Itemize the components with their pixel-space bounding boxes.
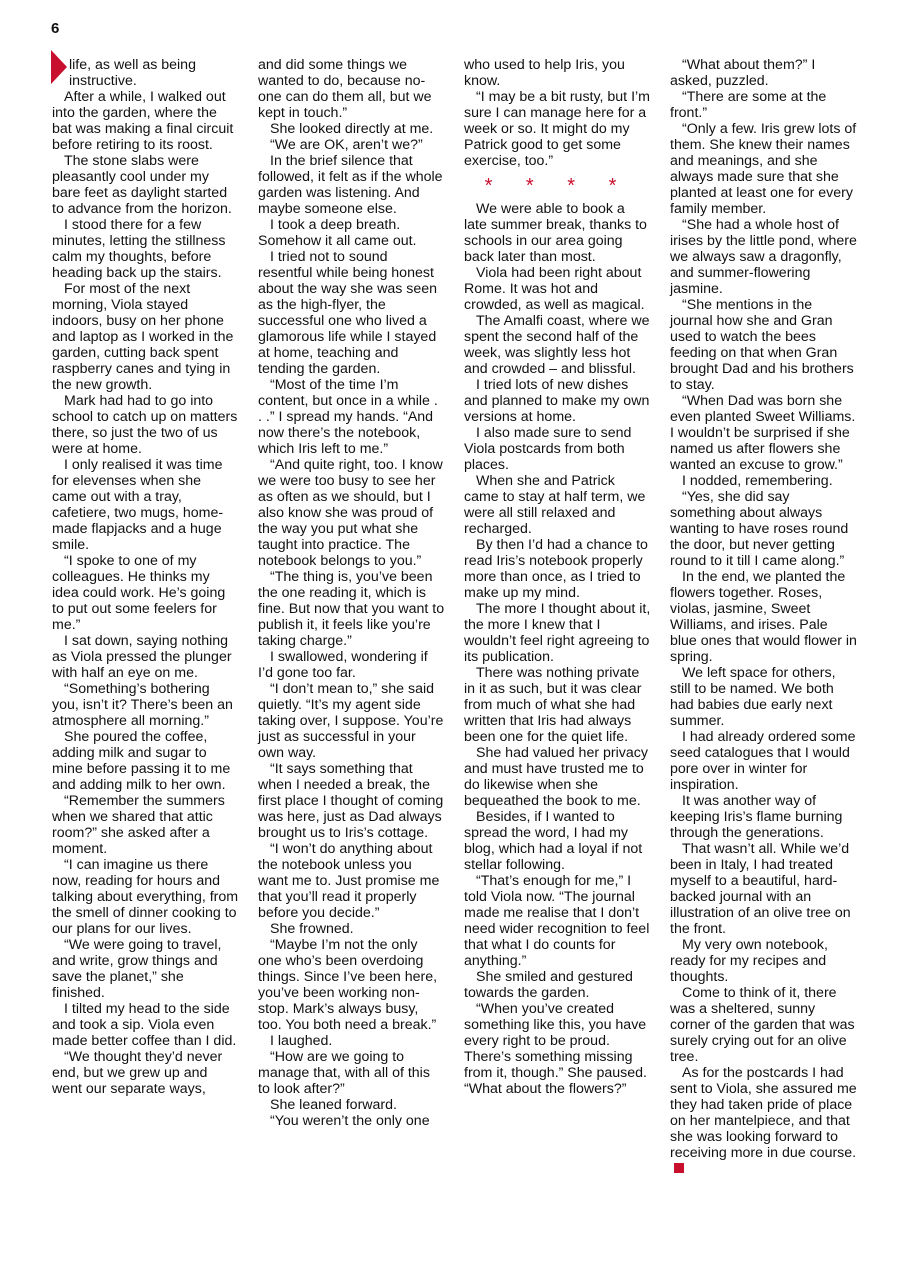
page-number: 6 (51, 20, 60, 37)
end-of-article-square-icon (674, 1163, 684, 1173)
paragraph: “The thing is, you’ve been the one reading it, which is fine. But now that you want to publish it, it feels like you’re taking charge.” (258, 569, 445, 649)
paragraph: “It says something that when I needed a break, the first place I thought of coming was here, just as Dad always brought us to Iris’s cottage. (258, 761, 444, 841)
paragraph: “When Dad was born she even planted Sweet Williams. I wouldn’t be surprised if she named us after flowers she wanted an excuse to grow.” (670, 393, 856, 473)
paragraph: My very own notebook, ready for my recipes and thoughts. (670, 937, 828, 985)
paragraph: “We are OK, aren’t we?” (270, 137, 423, 153)
paragraph: When she and Patrick came to stay at half term, we were all still relaxed and recharged. (464, 473, 646, 537)
paragraph: “That’s enough for me,” I told Viola now. “The journal made me realise that I don’t need wider recognition to feel that what I do counts for anything.” (464, 873, 650, 969)
paragraph: In the end, we planted the flowers together. Roses, violas, jasmine, Sweet Williams, and irises. Pale blue ones that would flower in spring. (670, 569, 857, 665)
paragraph: “Yes, she did say something about always wanting to have roses round the door, but never getting round to it till I came along.” (670, 489, 849, 569)
paragraph: Viola had been right about Rome. It was hot and crowded, as well as magical. (464, 265, 645, 313)
text-column-2 (258, 57, 445, 1129)
paragraph: After a while, I walked out into the garden, where the bat was making a final circuit before retiring to its roost. (52, 89, 234, 153)
paragraph: “I may be a bit rusty, but I’m sure I can manage here for a week or so. It might do my Patrick good to get some exercise, too.” (464, 89, 650, 169)
paragraph: Come to think of it, there was a sheltered, sunny corner of the garden that was surely crying out for an olive tree. (670, 985, 855, 1065)
paragraph: I tried not to sound resentful while being honest about the way she was seen as the high-flyer, the successful one who lived a glamorous life while I stayed at home, teaching and tending the garden. (258, 249, 438, 377)
paragraph: For most of the next morning, Viola stayed indoors, busy on her phone and laptop as I worked in the garden, cutting back spent raspberry canes and tying in the new growth. (52, 281, 234, 393)
text-column-4 (670, 57, 857, 1177)
section-break: * * * * (484, 175, 631, 197)
paragraph: I sat down, saying nothing as Viola pressed the plunger with half an eye on me. (52, 633, 232, 681)
paragraph: “We were going to travel, and write, grow things and save the planet,” she finished. (52, 937, 222, 1001)
paragraph: “When you’ve created something like this, you have every right to be proud. There’s something missing from it, though.” She paused. “What about the flowers?” (464, 1001, 647, 1097)
paragraph: By then I’d had a chance to read Iris’s notebook properly more than once, as I tried to make up my mind. (464, 537, 648, 601)
paragraph: She smiled and gestured towards the garden. (464, 969, 633, 1001)
paragraph: I took a deep breath. Somehow it all came out. (258, 217, 417, 249)
paragraph: “We thought they’d never end, but we grew up and went our separate ways, (52, 1049, 223, 1097)
paragraph: “I won’t do anything about the notebook unless you want me to. Just promise me that you’ll read it properly before you decide.” (258, 841, 440, 921)
paragraph: “I spoke to one of my colleagues. He thinks my idea could work. He’s going to put out some feelers for me.” (52, 553, 226, 633)
paragraph: “Something’s bothering you, isn’t it? There’s been an atmosphere all morning.” (52, 681, 233, 729)
paragraph: “She had a whole host of irises by the little pond, where we always saw a dragonfly, and summer-flowering jasmine. (670, 217, 857, 297)
paragraph: She leaned forward. (270, 1097, 397, 1113)
paragraph: The more I thought about it, the more I knew that I wouldn’t feel right agreeing to its publication. (464, 601, 651, 665)
paragraph: “I don’t mean to,” she said quietly. “It’s my agent side taking over, I suppose. You’re just as successful in your own way. (258, 681, 444, 761)
paragraph: I nodded, remembering. (682, 473, 833, 489)
paragraph: “I can imagine us there now, reading for hours and talking about everything, from the smell of dinner cooking to our plans for our lives. (52, 857, 239, 937)
paragraph: “Most of the time I’m content, but once in a while . . .” I spread my hands. “And now there’s the notebook, which Iris left to me.” (258, 377, 438, 457)
paragraph: “You weren’t the only one (270, 1113, 430, 1129)
paragraph: “How are we going to manage that, with all of this to look after?” (258, 1049, 430, 1097)
paragraph: I had already ordered some seed catalogues that I would pore over in winter for inspiration. (670, 729, 856, 793)
paragraph: We were able to book a late summer break, thanks to schools in our area going back later than most. (464, 201, 647, 265)
paragraph: I stood there for a few minutes, letting the stillness calm my thoughts, before heading back up the stairs. (52, 217, 226, 281)
paragraph: I tilted my head to the side and took a sip. Viola even made better coffee than I did. (52, 1001, 237, 1049)
paragraph: “Only a few. Iris grew lots of them. She knew their names and meanings, and she always made sure that she planted at least one for every family member. (670, 121, 857, 217)
paragraph: In the brief silence that followed, it felt as if the whole garden was listening. And maybe someone else. (258, 153, 443, 217)
paragraph: Besides, if I wanted to spread the word, I had my blog, which had a loyal if not stellar following. (464, 809, 643, 873)
paragraph: “She mentions in the journal how she and Gran used to watch the bees feeding on that when Gran brought Dad and his brothers to stay. (670, 297, 854, 393)
paragraph: and did some things we wanted to do, because no-one can do them all, but we kept in touch.” (258, 57, 432, 121)
paragraph: She frowned. (270, 921, 354, 937)
column-3-before-break (464, 57, 651, 169)
paragraph: I tried lots of new dishes and planned to make my own versions at home. (464, 377, 650, 425)
paragraph: The Amalfi coast, where we spent the second half of the week, was slightly less hot and crowded – and blissful. (464, 313, 650, 377)
paragraph: She looked directly at me. (270, 121, 434, 137)
paragraph: who used to help Iris, you know. (464, 57, 625, 89)
paragraph: She had valued her privacy and must have trusted me to do likewise when she bequeathed the book to me. (464, 745, 648, 809)
paragraph: “Maybe I’m not the only one who’s been overdoing things. Since I’ve been here, you’ve been working non-stop. Mark’s always busy, too. You both need a break.” (258, 937, 438, 1033)
paragraph: Mark had had to go into school to catch up on matters there, so just the two of us were at home. (52, 393, 238, 457)
paragraph: I only realised it was time for elevenses when she came out with a tray, cafetiere, two mugs, home-made flapjacks and a huge smile. (52, 457, 224, 553)
paragraph: I also made sure to send Viola postcards from both places. (464, 425, 632, 473)
paragraph: It was another way of keeping Iris’s flame burning through the generations. (670, 793, 843, 841)
text-column-3 (464, 57, 651, 1097)
column-3-after-break (464, 201, 651, 1097)
paragraph: I swallowed, wondering if I’d gone too far. (258, 649, 428, 681)
paragraph: “What about them?” I asked, puzzled. (670, 57, 816, 89)
paragraph: She poured the coffee, adding milk and sugar to mine before passing it to me and adding milk to her own. (52, 729, 231, 793)
paragraph: life, as well as being instructive. (69, 57, 196, 89)
paragraph: As for the postcards I had sent to Viola, she assured me they had taken pride of place on her mantelpiece, and that she was looking forward to receiving more in due course. (670, 1065, 857, 1177)
paragraph: That wasn’t all. While we’d been in Italy, I had treated myself to a beautiful, hard-backed journal with an illustration of an olive tree on the front. (670, 841, 851, 937)
paragraph: “Remember the summers when we shared that attic room?” she asked after a moment. (52, 793, 225, 857)
paragraph: The stone slabs were pleasantly cool under my bare feet as daylight started to advance from the horizon. (52, 153, 232, 217)
paragraph: “And quite right, too. I know we were too busy to see her as often as we should, but I also know she was proud of the way you put what she taught into practice. The notebook belongs to you.” (258, 457, 443, 569)
paragraph: I laughed. (270, 1033, 333, 1049)
paragraph: There was nothing private in it as such, but it was clear from much of what she had written that Iris had always been one for the quiet life. (464, 665, 642, 745)
paragraph: “There are some at the front.” (670, 89, 827, 121)
text-column-1 (52, 57, 239, 1097)
paragraph: We left space for others, still to be named. We both had babies due early next summer. (670, 665, 836, 729)
